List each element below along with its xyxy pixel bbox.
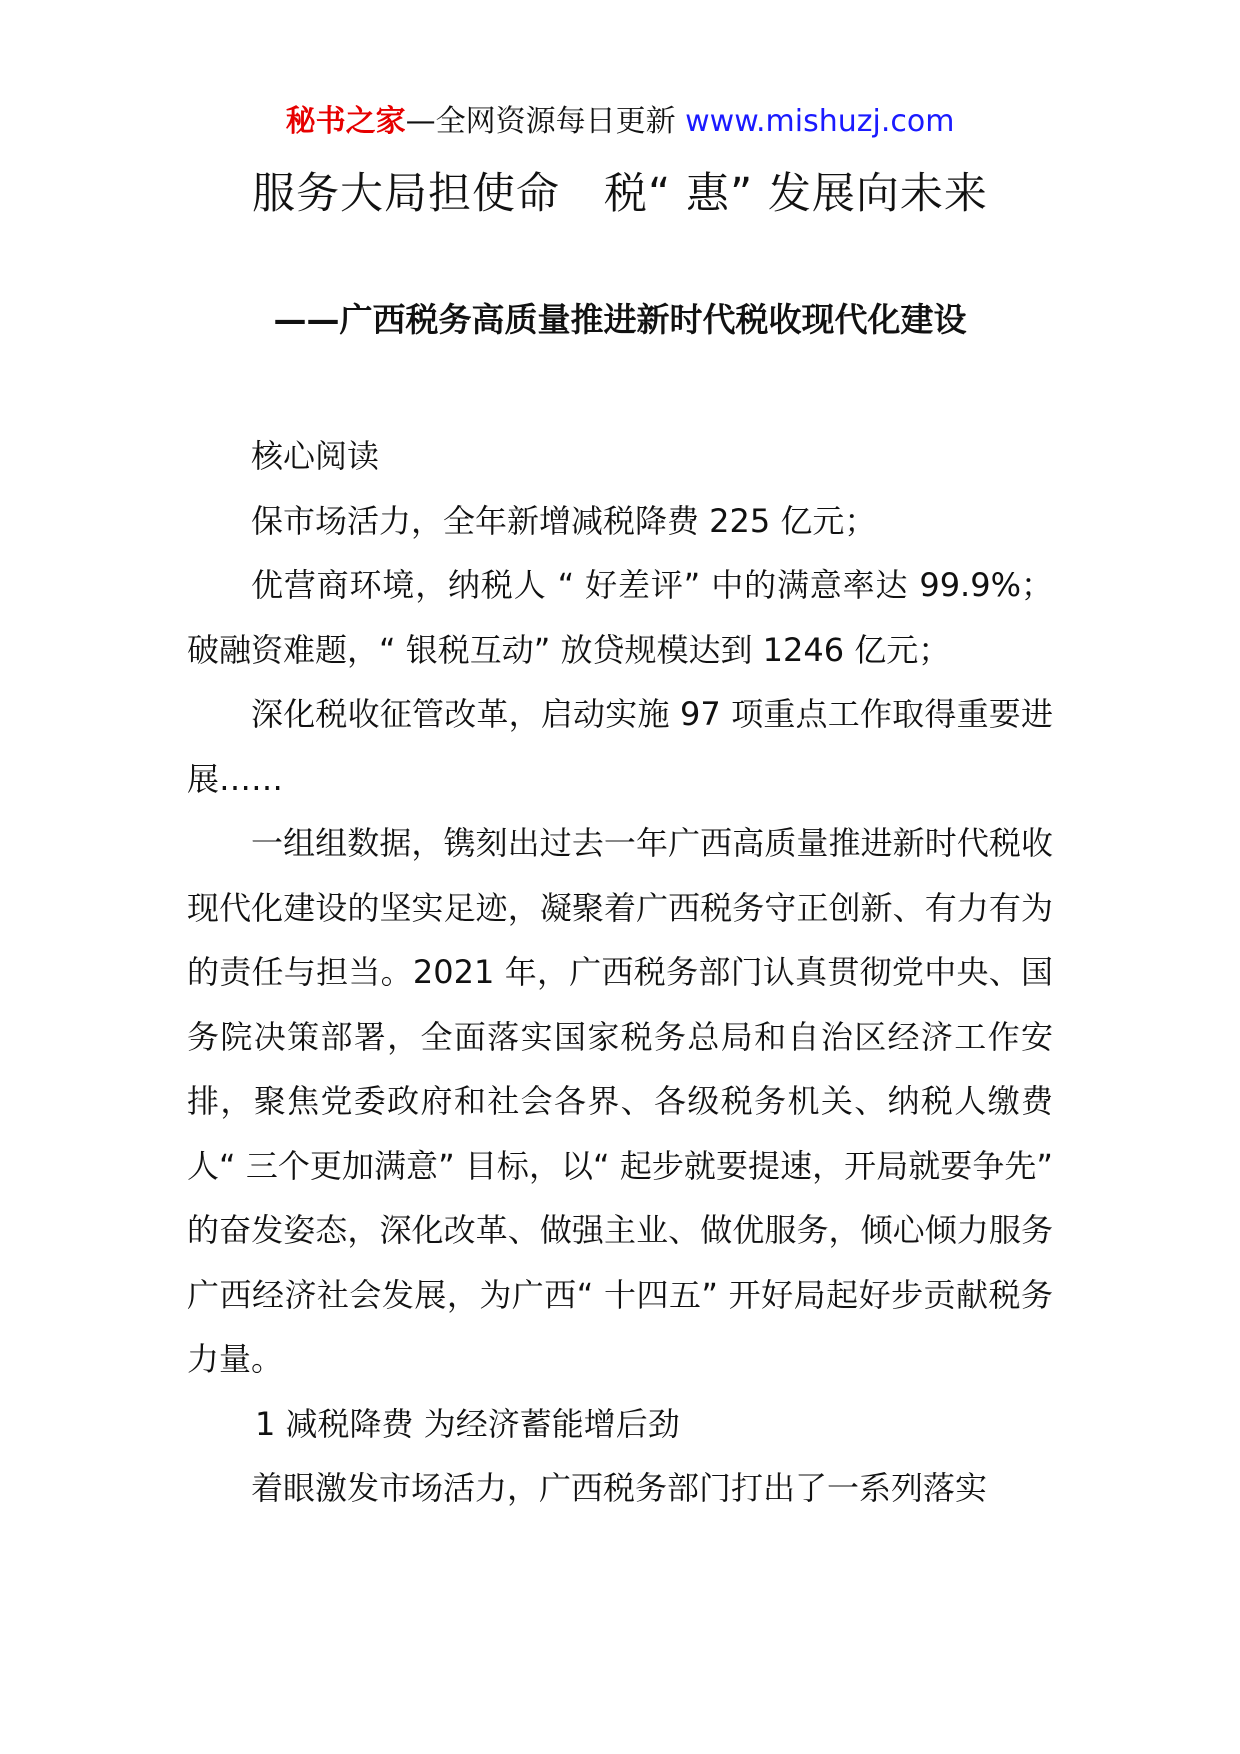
section-label-core-reading: 核心阅读 [251, 437, 380, 475]
paragraph-overview: 一组组数据，镌刻出过去一年广西高质量推进新时代税收现代化建设的坚实足迹，凝聚着广西税务守正创新、有力有为的责任与担当。2021 年，广西税务部门认真贯彻党中央、国务院决策部署，全面落实国家税务总局和自治区经济工作安排，聚焦党委政府和社会各界、各级税务机关、纳税人缴费人“ 三个更加满意” 目标，以“ 起步就要提速，开局就要争先” 的奋发姿态，深化改革、做强主业、做优服务，倾心倾力服务广西经济社会发展，为广西“ 十四五” 开好局起好步贡献税务力量。 [187, 824, 1053, 1378]
site-url[interactable]: www.mishuzj.com [685, 104, 955, 139]
paragraph-market-vitality: 保市场活力，全年新增减税降费 225 亿元； [251, 501, 877, 540]
document-body [187, 424, 1053, 1521]
paragraph-section-1-intro: 着眼激发市场活力，广西税务部门打出了一系列落实 [251, 1469, 988, 1507]
paragraph-tax-reform: 深化税收征管改革，启动实施 97 项重点工作取得重要进展…… [187, 695, 1053, 798]
document-title: 服务大局担使命 税“ 惠” 发展向未来 [252, 169, 988, 219]
document-subtitle: ——广西税务高质量推进新时代税收现代化建设 [273, 300, 967, 339]
site-slogan: —全网资源每日更新 [405, 104, 686, 139]
brand-name: 秘书之家 [285, 104, 406, 139]
paragraph-business-environment: 优营商环境，纳税人 “ 好差评” 中的满意率达 99.9%；破融资难题，“ 银税互动” 放贷规模达到 1246 亿元； [187, 566, 1053, 669]
site-header [0, 100, 1240, 144]
section-heading-1: 1 减税降费 为经济蓄能增后劲 [255, 1404, 680, 1443]
